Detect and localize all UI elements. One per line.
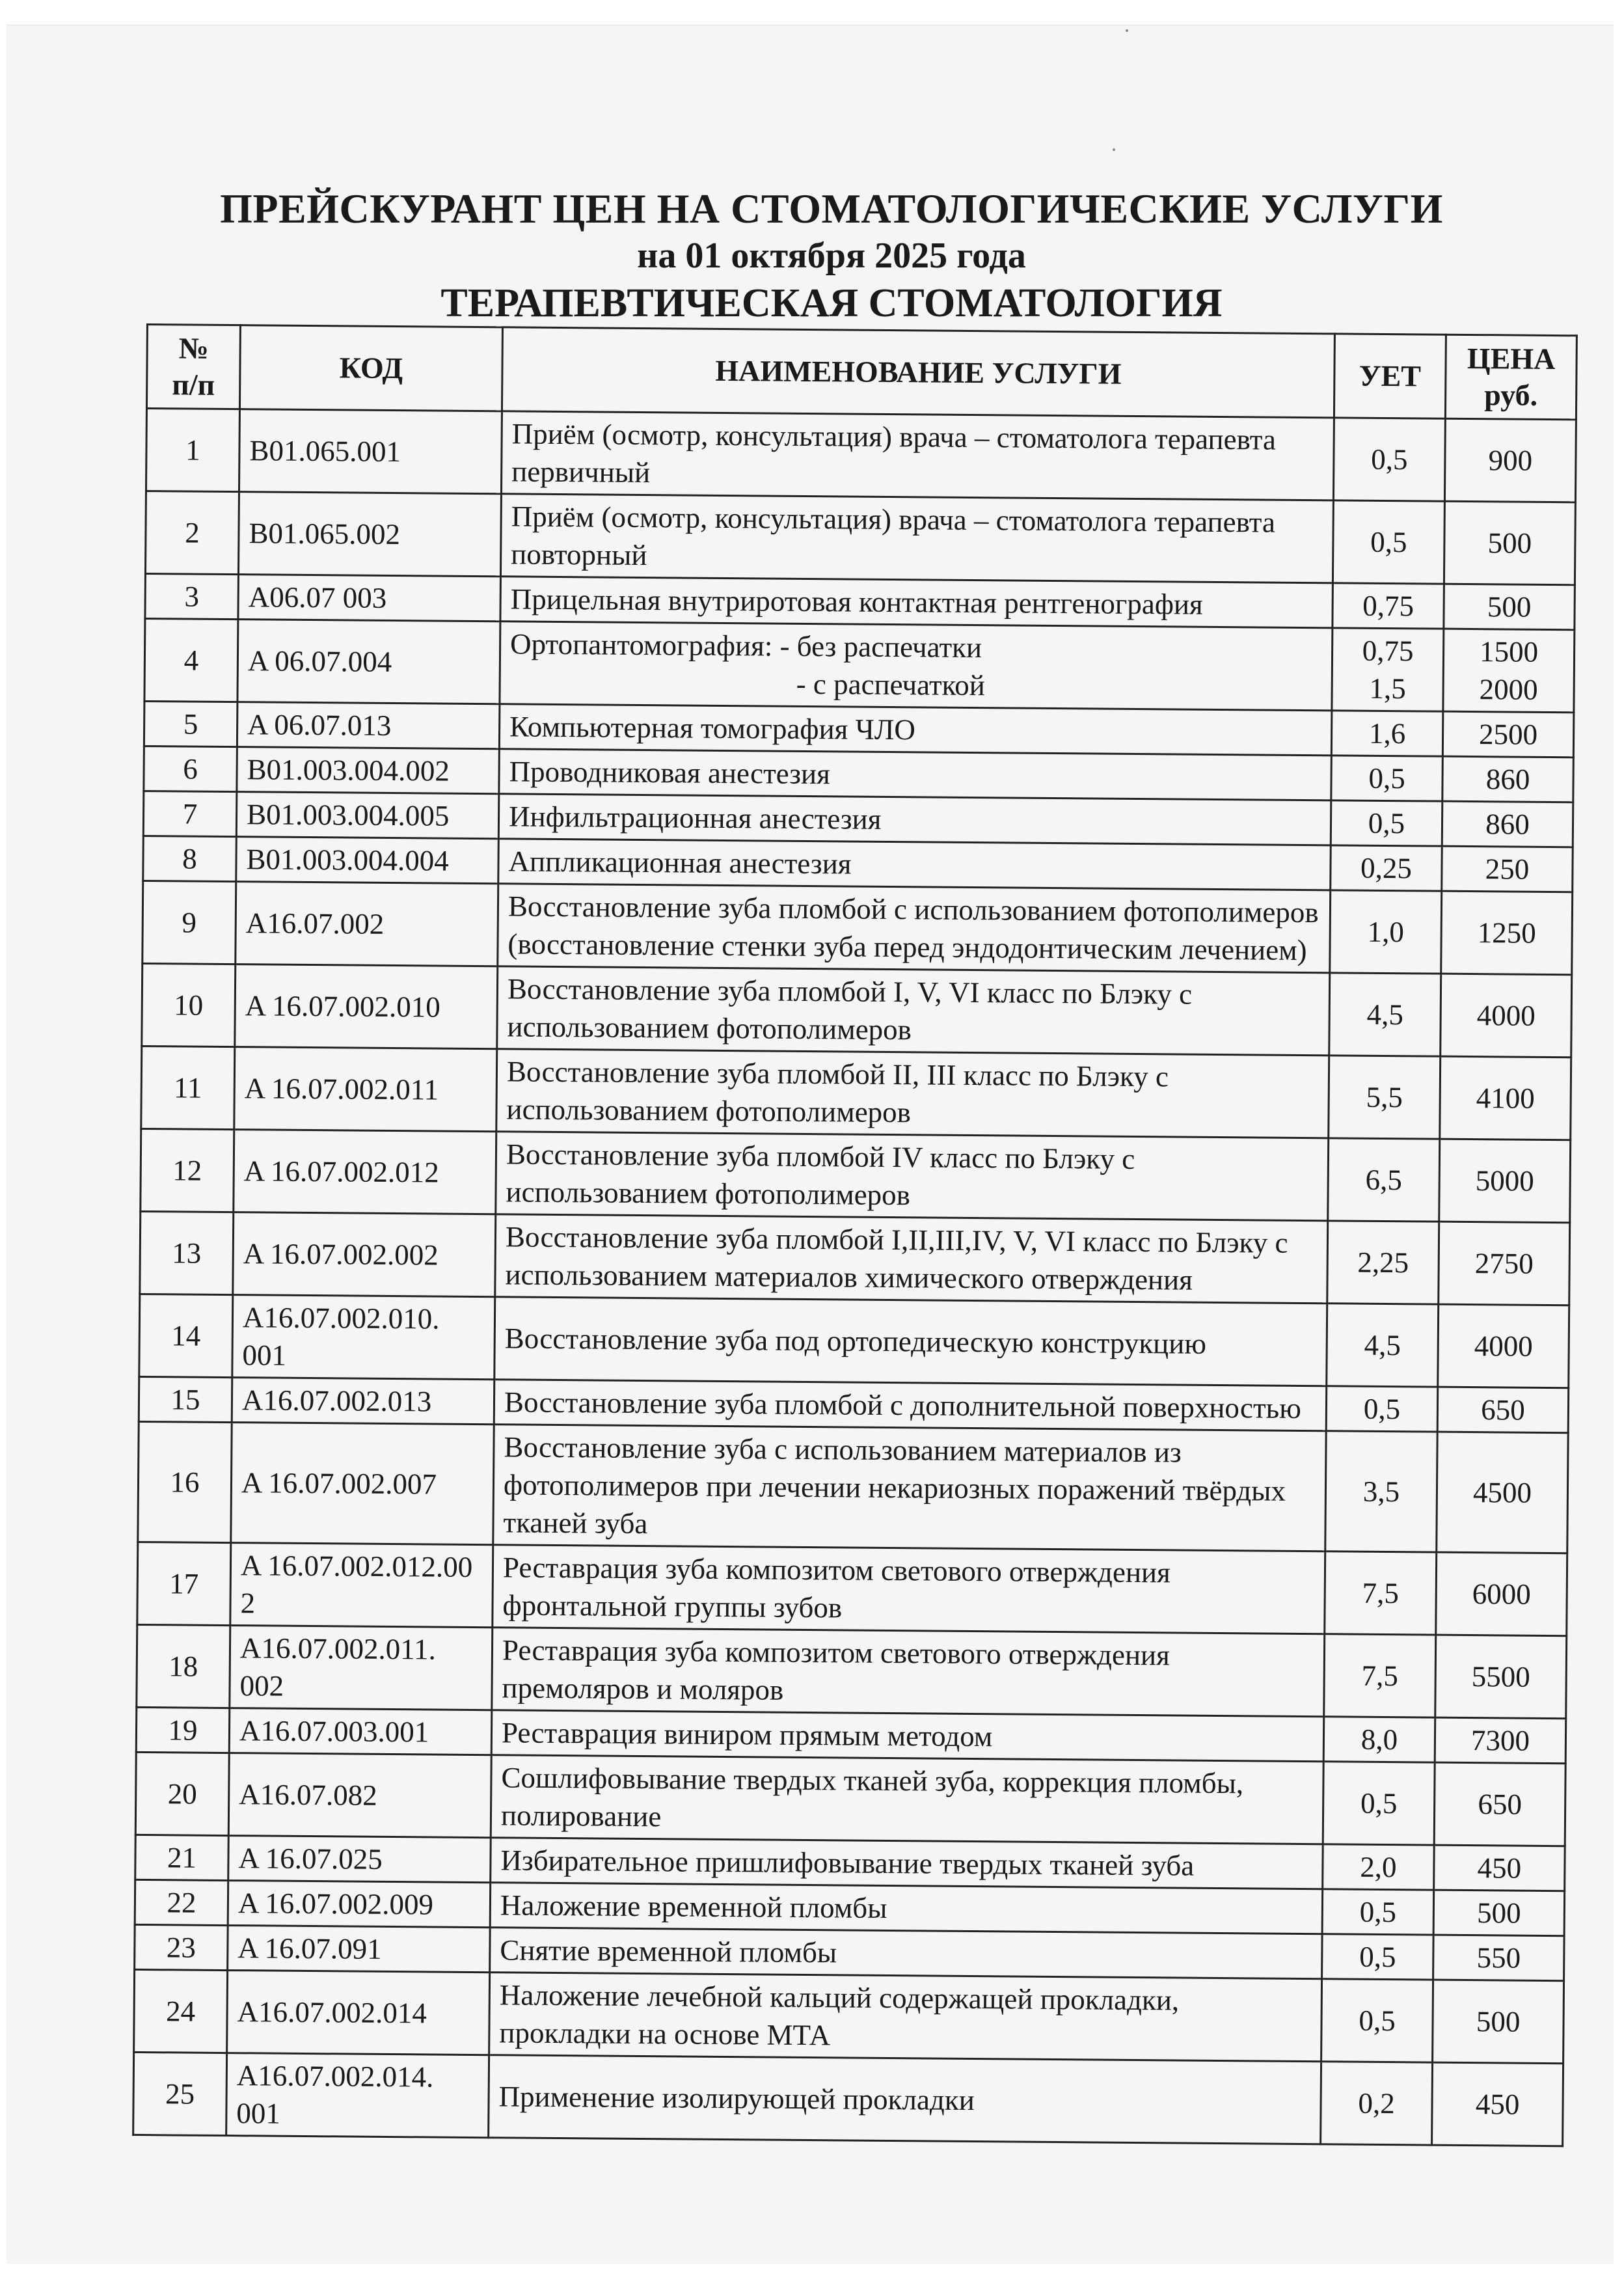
row-code: B01.065.001 bbox=[239, 409, 502, 494]
row-num: 13 bbox=[140, 1211, 234, 1294]
row-code: A16.07.002 bbox=[236, 882, 498, 966]
row-num: 22 bbox=[135, 1879, 228, 1925]
row-price: 500 bbox=[1433, 1890, 1565, 1936]
row-uet: 0,5 bbox=[1321, 1979, 1433, 2062]
row-num: 25 bbox=[133, 2052, 227, 2135]
row-name: Применение изолирующей прокладки bbox=[489, 2055, 1321, 2144]
row-uet: 0,75 bbox=[1333, 583, 1444, 629]
row-price: 650 bbox=[1434, 1762, 1565, 1846]
row-uet: 5,5 bbox=[1329, 1056, 1441, 1139]
table-row bbox=[135, 1752, 1565, 1846]
row-price: 4000 bbox=[1438, 1304, 1569, 1388]
header-name: НАИМЕНОВАНИЕ УСЛУГИ bbox=[502, 327, 1334, 418]
row-uet: 8,0 bbox=[1323, 1717, 1435, 1762]
row-uet-sub: 1,5 bbox=[1369, 672, 1406, 705]
row-price: 7300 bbox=[1435, 1717, 1566, 1764]
row-uet: 0,5 bbox=[1333, 418, 1445, 501]
section-title: ТЕРАПЕВТИЧЕСКАЯ СТОМАТОЛОГИЯ bbox=[440, 281, 1223, 325]
row-price: 900 bbox=[1444, 418, 1576, 502]
row-name: Восстановление зуба пломбой с использованием фотополимеров (восстановление стенки зуба перед эндодонтическим лечением) bbox=[498, 884, 1331, 973]
row-uet: 0,5 bbox=[1323, 1762, 1435, 1845]
row-num: 16 bbox=[138, 1421, 232, 1542]
row-num: 12 bbox=[141, 1128, 234, 1212]
row-code: A16.07.002.010. 001 bbox=[232, 1295, 495, 1380]
row-code: A 16.07.002.010 bbox=[235, 964, 498, 1049]
row-name: Снятие временной пломбы bbox=[490, 1928, 1323, 1979]
row-price-main: 1500 bbox=[1479, 635, 1539, 668]
row-uet: 7,5 bbox=[1325, 1551, 1437, 1635]
row-uet: 0,5 bbox=[1333, 500, 1444, 584]
row-uet: 0,5 bbox=[1326, 1386, 1438, 1432]
row-name bbox=[500, 621, 1333, 711]
row-name: Восстановление зуба пломбой I, V, VI класс по Блэку с использованием фотополимеров bbox=[497, 966, 1330, 1056]
row-uet: 2,0 bbox=[1323, 1844, 1435, 1890]
row-price: 2750 bbox=[1439, 1222, 1570, 1305]
row-num: 3 bbox=[145, 573, 239, 619]
row-name: Восстановление зуба пломбой II, III класс по Блэку с использованием фотополимеров bbox=[496, 1049, 1329, 1138]
row-price: 4100 bbox=[1440, 1056, 1571, 1140]
row-num: 19 bbox=[136, 1707, 230, 1753]
row-uet: 1,0 bbox=[1330, 890, 1442, 974]
table-row bbox=[139, 1294, 1569, 1387]
table-row bbox=[138, 1421, 1568, 1553]
header-uet: УЕТ bbox=[1334, 334, 1446, 418]
row-num: 9 bbox=[142, 881, 236, 964]
row-num: 1 bbox=[146, 409, 239, 492]
table-row bbox=[141, 1128, 1571, 1222]
row-code: B01.003.004.005 bbox=[236, 792, 499, 839]
document-title: ПРЕЙСКУРАНТ ЦЕН НА СТОМАТОЛОГИЧЕСКИЕ УСЛУГИ bbox=[220, 185, 1443, 232]
row-price: 1250 bbox=[1441, 891, 1573, 975]
row-code: A 06.07.004 bbox=[237, 620, 500, 704]
row-code: A 16.07.002.011 bbox=[234, 1047, 497, 1132]
row-code: A06.07 003 bbox=[238, 575, 501, 621]
row-price: 6000 bbox=[1436, 1552, 1567, 1636]
row-price: 500 bbox=[1444, 501, 1575, 585]
row-uet: 6,5 bbox=[1328, 1138, 1440, 1222]
row-code: A 16.07.002.002 bbox=[233, 1212, 496, 1297]
price-table bbox=[132, 323, 1578, 2147]
table-row bbox=[134, 1969, 1564, 2063]
row-num: 15 bbox=[139, 1376, 232, 1422]
row-uet: 0,5 bbox=[1322, 1889, 1434, 1935]
row-code: A16.07.002.011. 002 bbox=[230, 1626, 493, 1710]
row-name: Аппликационная анестезия bbox=[498, 839, 1331, 890]
row-uet: 4,5 bbox=[1327, 1304, 1439, 1387]
row-name: Прицельная внутриротовая контактная рентгенография bbox=[500, 577, 1333, 628]
row-uet: 0,5 bbox=[1331, 800, 1442, 846]
row-num: 14 bbox=[139, 1294, 233, 1377]
row-uet: 2,25 bbox=[1327, 1221, 1439, 1304]
row-num: 11 bbox=[141, 1046, 235, 1129]
row-name: Наложение временной пломбы bbox=[490, 1883, 1323, 1934]
row-code: A 16.07.002.007 bbox=[231, 1423, 494, 1545]
row-num: 10 bbox=[142, 963, 236, 1046]
row-uet: 4,5 bbox=[1329, 973, 1441, 1056]
row-uet: 0,2 bbox=[1321, 2062, 1433, 2145]
row-code: B01.065.002 bbox=[238, 492, 501, 577]
row-uet: 0,25 bbox=[1331, 845, 1442, 891]
row-code: A 16.07.002.009 bbox=[228, 1881, 491, 1928]
row-price: 550 bbox=[1433, 1935, 1565, 1981]
table-row bbox=[133, 2052, 1563, 2146]
row-code: A16.07.002.014. 001 bbox=[226, 2053, 489, 2138]
row-name: Избирательное пришлифовывание твердых тканей зуба bbox=[491, 1838, 1323, 1889]
row-num: 8 bbox=[143, 836, 237, 881]
row-name: Инфильтрационная анестезия bbox=[498, 794, 1331, 845]
row-num: 24 bbox=[134, 1969, 228, 2053]
row-num: 6 bbox=[144, 746, 237, 791]
row-uet bbox=[1332, 628, 1444, 711]
row-num: 5 bbox=[144, 701, 237, 746]
row-name: Проводниковая анестезия bbox=[499, 749, 1332, 800]
row-name: Реставрация виниром прямым методом bbox=[491, 1710, 1324, 1762]
table-row bbox=[146, 409, 1576, 502]
header-num-label: п/п bbox=[172, 368, 215, 402]
row-price bbox=[1443, 629, 1575, 713]
table-row bbox=[137, 1624, 1567, 1718]
row-num: 17 bbox=[137, 1542, 231, 1625]
row-price: 450 bbox=[1434, 1845, 1565, 1891]
table-row bbox=[142, 881, 1573, 974]
row-name-sub: - с распечаткой bbox=[796, 667, 985, 702]
row-code: A 06.07.013 bbox=[237, 702, 500, 749]
row-name: Приём (осмотр, консультация) врача – стоматолога терапевта первичный bbox=[501, 411, 1334, 500]
row-num: 2 bbox=[145, 491, 239, 575]
row-code: A16.07.082 bbox=[228, 1753, 491, 1838]
header-price-label: ЦЕНА bbox=[1467, 341, 1556, 376]
row-price: 4500 bbox=[1437, 1432, 1568, 1553]
row-code: A 16.07.002.012 bbox=[234, 1130, 496, 1214]
row-price: 5500 bbox=[1435, 1635, 1567, 1719]
table-row bbox=[145, 491, 1575, 585]
row-uet: 0,5 bbox=[1322, 1934, 1434, 1980]
row-code: A16.07.002.014 bbox=[227, 1971, 490, 2055]
row-price: 2500 bbox=[1442, 711, 1574, 758]
row-name: Восстановление зуба пломбой I,II,III,IV, V, VI класс по Блэку с использованием материалов химического отверждения bbox=[495, 1214, 1328, 1304]
row-code: A 16.07.025 bbox=[228, 1836, 491, 1883]
row-name: Сошлифовывание твердых тканей зуба, коррекция пломбы, полирование bbox=[491, 1755, 1323, 1844]
row-name: Восстановление зуба с использованием материалов из фотополимеров при лечении некариозных поражений твёрдых тканей зуба bbox=[493, 1425, 1326, 1551]
row-num: 20 bbox=[135, 1752, 229, 1835]
row-name: Восстановление зуба под ортопедическую конструкцию bbox=[494, 1297, 1327, 1386]
header-price-unit: руб. bbox=[1484, 378, 1538, 412]
scan-speck bbox=[1113, 148, 1115, 151]
row-num: 23 bbox=[135, 1924, 228, 1970]
header-num bbox=[146, 325, 240, 409]
row-code: A 16.07.091 bbox=[228, 1926, 491, 1973]
row-code: A16.07.003.001 bbox=[229, 1708, 492, 1755]
table-row bbox=[141, 1046, 1571, 1140]
row-name: Восстановление зуба пломбой с дополнительной поверхностью bbox=[494, 1380, 1327, 1431]
row-price: 450 bbox=[1432, 2062, 1563, 2146]
row-name: Приём (осмотр, консультация) врача – стоматолога терапевта повторный bbox=[500, 494, 1333, 583]
row-num: 21 bbox=[135, 1835, 229, 1880]
row-price: 250 bbox=[1442, 846, 1573, 892]
header-price bbox=[1445, 335, 1577, 420]
row-uet: 1,6 bbox=[1331, 711, 1443, 756]
table-row bbox=[142, 963, 1572, 1057]
row-price: 860 bbox=[1442, 756, 1574, 802]
row-uet-main: 0,75 bbox=[1362, 634, 1414, 668]
row-price-sub: 2000 bbox=[1479, 673, 1538, 706]
row-name: Реставрация зуба композитом светового отверждения фронтальной группы зубов bbox=[493, 1545, 1325, 1634]
table-row bbox=[144, 618, 1575, 712]
row-name: Наложение лечебной кальций содержащей прокладки, прокладки на основе МТА bbox=[489, 1973, 1322, 2062]
row-price: 500 bbox=[1444, 584, 1575, 630]
row-name-main: Ортопантомография: - без распечатки bbox=[509, 627, 982, 664]
document-header bbox=[0, 185, 1624, 327]
row-price: 5000 bbox=[1439, 1139, 1571, 1223]
row-price: 4000 bbox=[1441, 974, 1572, 1058]
table-row bbox=[137, 1542, 1567, 1635]
row-code: A16.07.002.013 bbox=[232, 1378, 494, 1425]
row-price: 500 bbox=[1433, 1980, 1564, 2064]
header-code: КОД bbox=[239, 325, 502, 411]
row-code: A 16.07.002.012.00 2 bbox=[230, 1543, 493, 1628]
row-price: 860 bbox=[1442, 801, 1573, 847]
table-row bbox=[140, 1211, 1570, 1305]
header-num-symbol: № bbox=[178, 331, 210, 365]
row-uet: 7,5 bbox=[1324, 1634, 1436, 1717]
document-date: на 01 октября 2025 года bbox=[637, 236, 1026, 276]
row-name: Компьютерная томография ЧЛО bbox=[499, 704, 1332, 756]
row-num: 7 bbox=[143, 791, 237, 836]
row-name: Восстановление зуба пломбой IV класс по Блэку с использованием фотополимеров bbox=[496, 1132, 1329, 1221]
row-code: B01.003.004.004 bbox=[236, 837, 499, 884]
row-price: 650 bbox=[1437, 1387, 1569, 1433]
scan-speck bbox=[1126, 29, 1128, 32]
row-num: 4 bbox=[144, 618, 238, 702]
row-num: 18 bbox=[137, 1624, 230, 1708]
table-header-row bbox=[146, 325, 1577, 420]
row-uet: 3,5 bbox=[1325, 1431, 1437, 1552]
row-name: Реставрация зуба композитом светового отверждения премоляров и моляров bbox=[492, 1628, 1325, 1717]
row-code: B01.003.004.002 bbox=[237, 747, 500, 794]
row-uet: 0,5 bbox=[1331, 756, 1443, 801]
